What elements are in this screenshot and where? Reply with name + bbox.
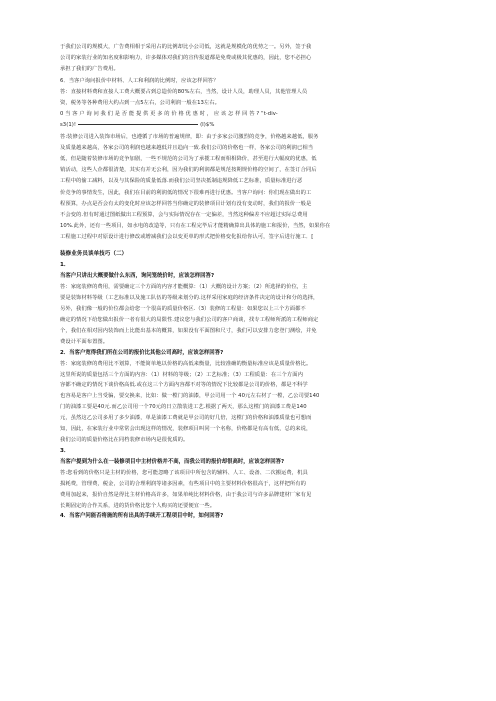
text-line: 价竞争的事情发生，因此，我们在目前的利润低的情况下很难再进行优惠。当客户询问：你们现在做出的工 [60,189,312,196]
text-line: 另外，我们像一般的价位都会给您一个很高的质量价格区.（3）装修的工程量：如果您以上三个方面都不 [60,305,306,312]
answer-6 [60,87,438,109]
text-line: 答:装修公司进入装饰市场后，也遵循了市场的普遍规律，即：由于多家公司激烈的竞争，价格越来越低，服务 [60,133,319,140]
text-line: 容都不确定的情况下谈价格高低.或在这三个方面内容都不对等的情况下比较都是公司的价格，都是不科学 [60,382,308,389]
text-line: 长期固定的合作关系，进的货价格比您个人购买的还要便宜一些。 [60,502,216,509]
text-line: 于我们公司的规模大，广告费相相于采用占的比例却比小公司低，这就是规模化的优势之一。另外，签于我 [60,44,312,50]
answer-2 [60,359,438,446]
text-line: 程预算，办点是否会有太的变化时应该怎样回答当你确定的装修项目计划有没有变动时，我们的报价一般是 [60,200,312,207]
question-7-continued [60,120,438,131]
text-line: 及质量越来越高，各家公司的利润也越来越低并且趋向一致.我们公司的价格也一样，各家公司的利润已相当 [60,144,314,151]
question-7: 0 当 客 户 询 问 我 们 是 否 能 提 供 更 多 的 价 格 优 惠 时 ， 应 该 怎 样 回 答 ? “t-div- [60,111,278,118]
text-line: 承担了我们的广告费用。 [60,66,119,73]
text-line: 公司的家装行业的知名度和影响力，许多媒体对我们的宣传报道都是免费或极其优惠的，因此，您不必担心 [60,55,312,62]
answer-1 [60,282,438,347]
text-line: 答：家庭装修的费用，需要确定三个方面的内容才能概算：（1）大概的设计方案；（2）所选择的价位，主 [60,284,308,291]
text-line: 低，但是随着装修市场的竞争加剧，一些不规范的公司为了承揽工程而相相降价，甚至进行大幅度的优惠，低 [60,156,317,163]
text-line: 知，因此，在家装行业中常常会出现这样的情况，装修项目叫同一个名称，价格都是有高有低，总的来说， [60,426,312,433]
text-line: 这里所说的质量包括三个方面的内容：（1）材料的等级；（2）工艺标准；（3）工程质量：在三个方面内 [60,371,303,378]
item-number: 1． [60,262,70,269]
text-line: 答：直接材料费和直接人工费大概要占到总造价的80%左右，当然，设计人员，助理人员，其他管理人员 [60,88,308,95]
text-line: 工程施工过程中对原设计进行修改或增减我们会以变更单的形式把价格变化报给你认可，签字后进行施工．[ [60,234,314,241]
text-fragment: s3(1)! [60,122,77,129]
question-1: 当客户只讲出大概要做什么东西，询问笼统价时，应该怎样回答? [60,273,215,280]
text-line: 我们公司的质量价格比在同档装修市场内是很优质的。 [60,436,189,443]
text-line: 工程中的偷工减料，以及与其保险的质量低落.而我们公司坚决抵制违规降低工艺标准，质量标准进行恶 [60,178,303,185]
divider [78,124,198,125]
text-line: 也容易是客户上当受骗，要交换来，比如：做一樘门的油漆，甲公司用一个 40元左右材了一樘，乙公司要140 [60,393,320,400]
text-line: 门的油漆工要是40元.而乙公司用一个70元的日立散装进工艺.根据了两天，那么这樘门的油漆工费是140 [60,404,307,411]
section-title: 装修业务员谈单技巧（二） [60,250,128,257]
answer-7 [60,132,438,244]
text-line: 答：家庭装修的费用比不划算，不能简单地以价格的高低来衡量，比较准确的衡量标准应该是质量价格比。 [60,360,312,367]
item-number: 3． [60,447,70,454]
text-line: 元，虽然这乙公司多用了多少油漆，单是油漆工费就是甲公司的好几倍，这樘门的价格和油漆质量也可想而 [60,415,312,422]
text-line: 资，税务等各种费用大约占到一点5左右，公司利润一般在13左右。 [60,100,220,107]
text-line: 销活动，这些人企都很清楚，其实有并无公利，因为我们的利润都是规范按期规价格的空间了，在签订合同后 [60,167,317,174]
text-fragment: (I)$% [200,122,215,129]
intro-paragraph [60,42,438,76]
question-2: 2．当客户宽得我们所在公司的报价比其他公司高时，应该怎样回答? [60,349,224,356]
text-line: 要是装饰材料等级（工艺标准以及施工队伍的等级来划分的.这样采用家庭的经济条件决定的设计和分的选择， [60,295,319,302]
text-line: 费用加起来，报价自然是得比主材价格高许多，如果单纯比材料价格，由于我公司与许多品牌建材厂家有见 [60,491,312,498]
question-4: 4．当客户问能否将施的所有出具的手续开工程项目中时，如何回答? [60,513,224,520]
question-3: 当客户提到为什么在一装修项目中主材价格并不高，而我公司的报价却很高时，应该怎样回答? [60,458,285,465]
text-line: 确定的情况下给您做出报价一者有很大的局限性.建议您与我们公司的客户商谈，找专工程师所派的工程师商定 [60,316,319,323]
text-line: 答:您看到的价格只是主材的价格，您可能忽略了该项目中所包含的辅料、人工、设备、二次搬运费，机具 [60,469,308,476]
text-line: 损耗费，管理费，税金，公司的合理利润等诸多因素，有些项目中的主要材料价格很高于，这样把所有的 [60,480,306,487]
answer-3 [60,468,438,512]
text-line: 费设计平面布置图。 [60,338,109,345]
question-6: 6．当客户询问报价中材料、人工和利润的比例时，应该怎样回答？ [60,77,219,84]
text-line: 10%.此外，还有一些项目，如水电的改造等，只有在工程完毕后才能精确算出具体的施工和报价，当然，如果你在 [60,223,331,230]
text-line: 个，我们在相对因内装饰而上比能出基本的概算，如果没有平面图和尺寸，我们可以安排力您登门测绘，并免 [60,327,317,334]
text-line: 不会变的.但有时通过图纸做出工程预算，会与实际情况存在一定偏差，当然这种偏差不应超过实际总费用 [60,212,308,219]
